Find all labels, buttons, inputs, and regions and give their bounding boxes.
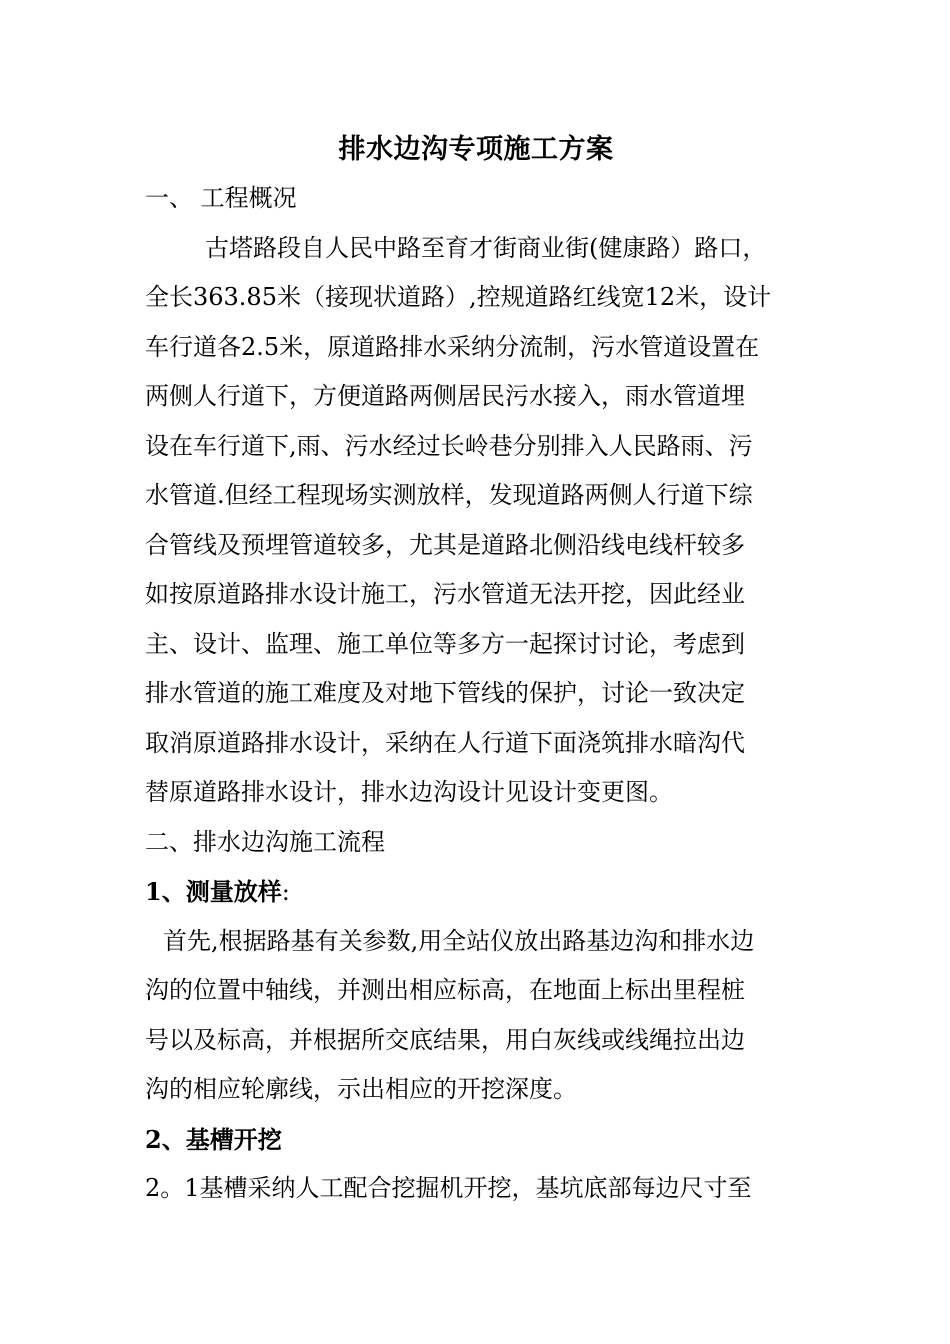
section-heading-process: 二、排水边沟施工流程 xyxy=(145,827,385,856)
paragraph-line: 主、设计、监理、施工单位等多方一起探讨讨论，考虑到 xyxy=(145,629,745,658)
paragraph-line: 取消原道路排水设计，采纳在人行道下面浇筑排水暗沟代 xyxy=(145,728,745,757)
document-body xyxy=(145,128,807,1214)
paragraph-line: 沟的位置中轴线，并测出相应标高，在地面上标出里程桩 xyxy=(145,976,745,1004)
paragraph-line: 2。1基槽采纳人工配合挖掘机开挖，基坑底部每边尺寸至 xyxy=(145,1174,752,1202)
paragraph-line: 沟的相应轮廓线，示出相应的开挖深度。 xyxy=(145,1075,577,1103)
paragraph-line: 两侧人行道下，方便道路两侧居民污水接入，雨水管道埋 xyxy=(145,382,745,410)
paragraph-line: 全长363.85米（接现状道路）,控规道路红线宽12米，设计 xyxy=(145,283,772,311)
paragraph-line: 如按原道路排水设计施工，污水管道无法开挖，因此经业 xyxy=(145,580,745,608)
paragraph-line: 替原道路排水设计，排水边沟设计见设计变更图。 xyxy=(145,778,673,806)
subsection-heading-survey-label: 1、测量放样 xyxy=(145,877,282,906)
subsection-heading-survey-colon: : xyxy=(281,878,290,906)
subsection-heading-excavation: 2、基槽开挖 xyxy=(145,1124,282,1154)
paragraph-line: 设在车行道下,雨、污水经过长岭巷分别排入人民路雨、污 xyxy=(145,431,753,460)
paragraph-line: 合管线及预埋管道较多，尤其是道路北侧沿线电线杆较多 xyxy=(145,530,745,559)
paragraph-line: 排水管道的施工难度及对地下管线的保护，讨论一致决定 xyxy=(145,679,745,707)
document-title: 排水边沟专项施工方案 xyxy=(338,134,614,165)
paragraph-line: 号以及标高，并根据所交底结果，用白灰线或线绳拉出边 xyxy=(145,1025,745,1054)
paragraph-line: 水管道.但经工程现场实测放样，发现道路两侧人行道下综 xyxy=(145,481,753,509)
section-heading-overview: 一、 工程概况 xyxy=(145,184,297,212)
paragraph-line: 车行道各2.5米，原道路排水采纳分流制，污水管道设置在 xyxy=(145,332,760,361)
subsection-heading-survey xyxy=(145,867,807,917)
paragraph-line: 古塔路段自人民中路至育才街商业街(健康路）路口， xyxy=(205,233,767,262)
paragraph-line: 首先,根据路基有关参数,用全站仪放出路基边沟和排水边 xyxy=(163,926,755,955)
